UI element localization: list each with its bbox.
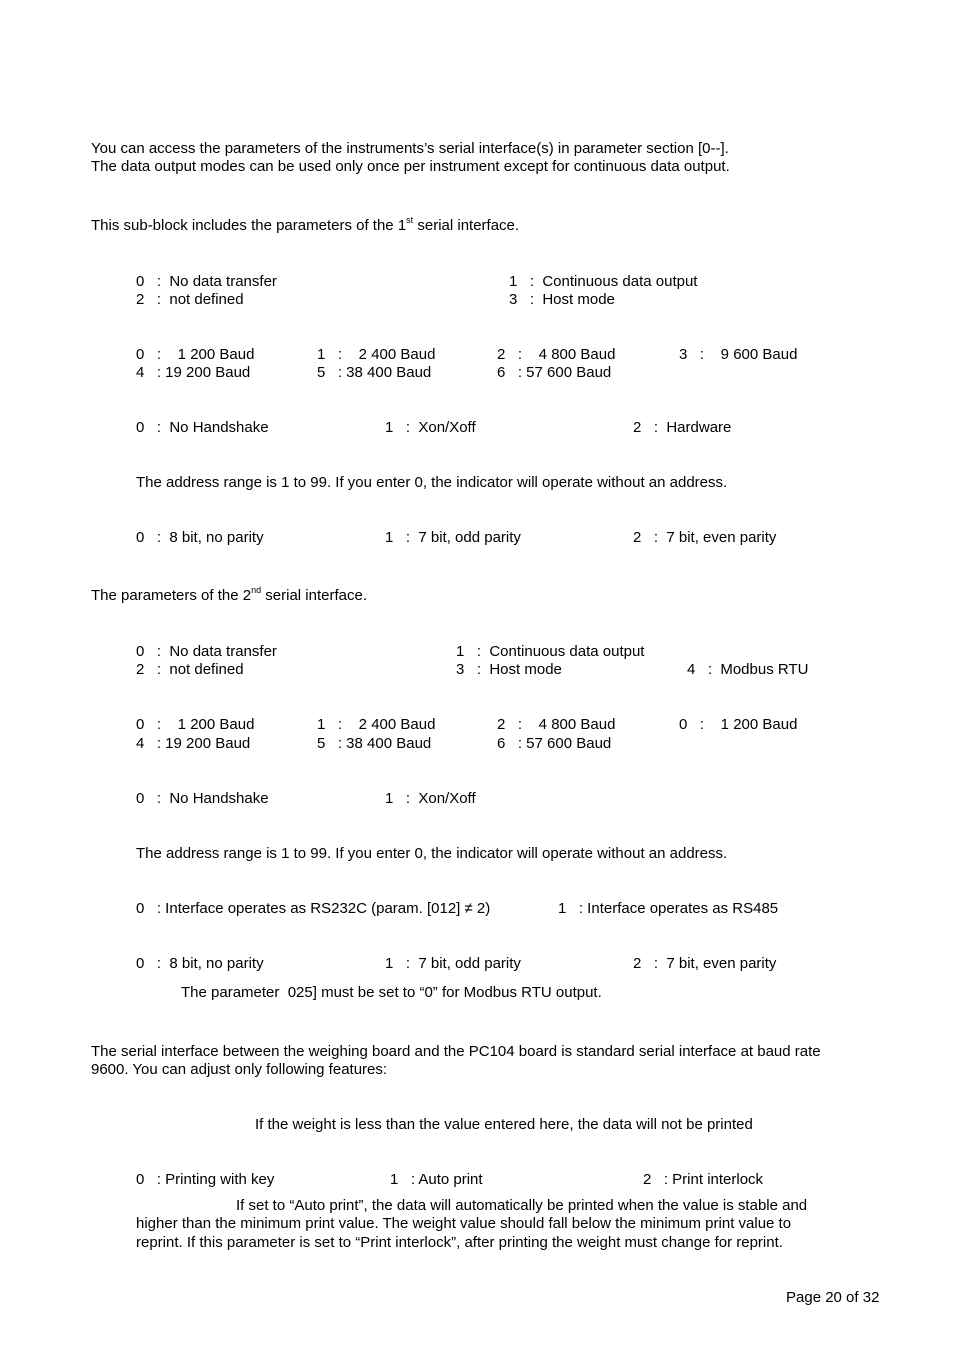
s1-address-text: The address range is 1 to 99. If you enter 0, the indicator will operate without an address.	[136, 474, 728, 491]
s1-mode-option-1: 1 : Continuous data output	[509, 273, 698, 290]
s1-baud-option-1: 1 : 2 400 Baud	[317, 346, 436, 363]
intro-line-1: You can access the parameters of the instruments’s serial interface(s) in parameter section [0--].	[91, 140, 729, 157]
s1-parity-option-2: 2 : 7 bit, even parity	[633, 529, 777, 546]
s2-mode-option-2: 2 : not defined	[136, 661, 244, 678]
s2-baud-option-0: 0 : 1 200 Baud	[136, 716, 255, 733]
section2-intro: The parameters of the 2nd serial interface.	[91, 585, 367, 604]
s2-handshake-option-1: 1 : Xon/Xoff	[385, 790, 476, 807]
s2-interface-option-1: 1 : Interface operates as RS485	[558, 900, 779, 917]
s2-interface-option-0: 0 : Interface operates as RS232C (param. [012] ≠ 2)	[136, 900, 491, 917]
section1-intro: This sub-block includes the parameters of the 1st serial interface.	[91, 215, 520, 234]
s1-baud-option-5: 5 : 38 400 Baud	[317, 364, 432, 381]
s2-address-text: The address range is 1 to 99. If you enter 0, the indicator will operate without an address.	[136, 845, 728, 862]
s1-baud-option-3: 3 : 9 600 Baud	[679, 346, 798, 363]
s2-baud-option-5: 5 : 38 400 Baud	[317, 735, 432, 752]
section3-line-1: The serial interface between the weighing board and the PC104 board is standard serial interface at baud rate	[91, 1043, 821, 1060]
s2-parity-option-1: 1 : 7 bit, odd parity	[385, 955, 521, 972]
print-mode-option-1: 1 : Auto print	[390, 1171, 483, 1188]
print-mode-option-2: 2 : Print interlock	[643, 1171, 764, 1188]
print-note-line-3: reprint. If this parameter is set to “Print interlock”, after printing the weight must change for reprint.	[136, 1234, 783, 1251]
s2-baud-option-6: 6 : 57 600 Baud	[497, 735, 612, 752]
s1-mode-option-0: 0 : No data transfer	[136, 273, 277, 290]
s1-baud-option-6: 6 : 57 600 Baud	[497, 364, 612, 381]
s2-mode-option-3: 3 : Host mode	[456, 661, 562, 678]
s1-baud-option-2: 2 : 4 800 Baud	[497, 346, 616, 363]
s1-handshake-option-1: 1 : Xon/Xoff	[385, 419, 476, 436]
s2-parity-note: The parameter 025] must be set to “0” for Modbus RTU output.	[181, 984, 602, 1001]
s1-handshake-option-0: 0 : No Handshake	[136, 419, 269, 436]
s2-handshake-option-0: 0 : No Handshake	[136, 790, 269, 807]
page-number: Page 20 of 32	[786, 1289, 880, 1306]
s1-parity-option-1: 1 : 7 bit, odd parity	[385, 529, 521, 546]
s2-baud-option-3: 0 : 1 200 Baud	[679, 716, 798, 733]
s2-baud-option-1: 1 : 2 400 Baud	[317, 716, 436, 733]
s1-parity-option-0: 0 : 8 bit, no parity	[136, 529, 264, 546]
s1-mode-option-2: 2 : not defined	[136, 291, 244, 308]
min-print-text: If the weight is less than the value entered here, the data will not be printed	[255, 1116, 753, 1133]
s2-baud-option-2: 2 : 4 800 Baud	[497, 716, 616, 733]
print-note-line-1: If set to “Auto print”, the data will automatically be printed when the value is stable and	[236, 1197, 808, 1214]
s2-mode-option-0: 0 : No data transfer	[136, 643, 277, 660]
print-mode-option-0: 0 : Printing with key	[136, 1171, 275, 1188]
s2-mode-option-1: 1 : Continuous data output	[456, 643, 645, 660]
intro-line-2: The data output modes can be used only once per instrument except for continuous data output.	[91, 158, 730, 175]
s1-baud-option-0: 0 : 1 200 Baud	[136, 346, 255, 363]
print-note-line-2: higher than the minimum print value. The weight value should fall below the minimum print value to	[136, 1215, 792, 1232]
s2-baud-option-4: 4 : 19 200 Baud	[136, 735, 251, 752]
s2-parity-option-0: 0 : 8 bit, no parity	[136, 955, 264, 972]
s1-mode-option-3: 3 : Host mode	[509, 291, 615, 308]
s1-baud-option-4: 4 : 19 200 Baud	[136, 364, 251, 381]
s2-parity-option-2: 2 : 7 bit, even parity	[633, 955, 777, 972]
s2-mode-option-4: 4 : Modbus RTU	[687, 661, 809, 678]
s1-handshake-option-2: 2 : Hardware	[633, 419, 732, 436]
section3-line-2: 9600. You can adjust only following features:	[91, 1061, 388, 1078]
